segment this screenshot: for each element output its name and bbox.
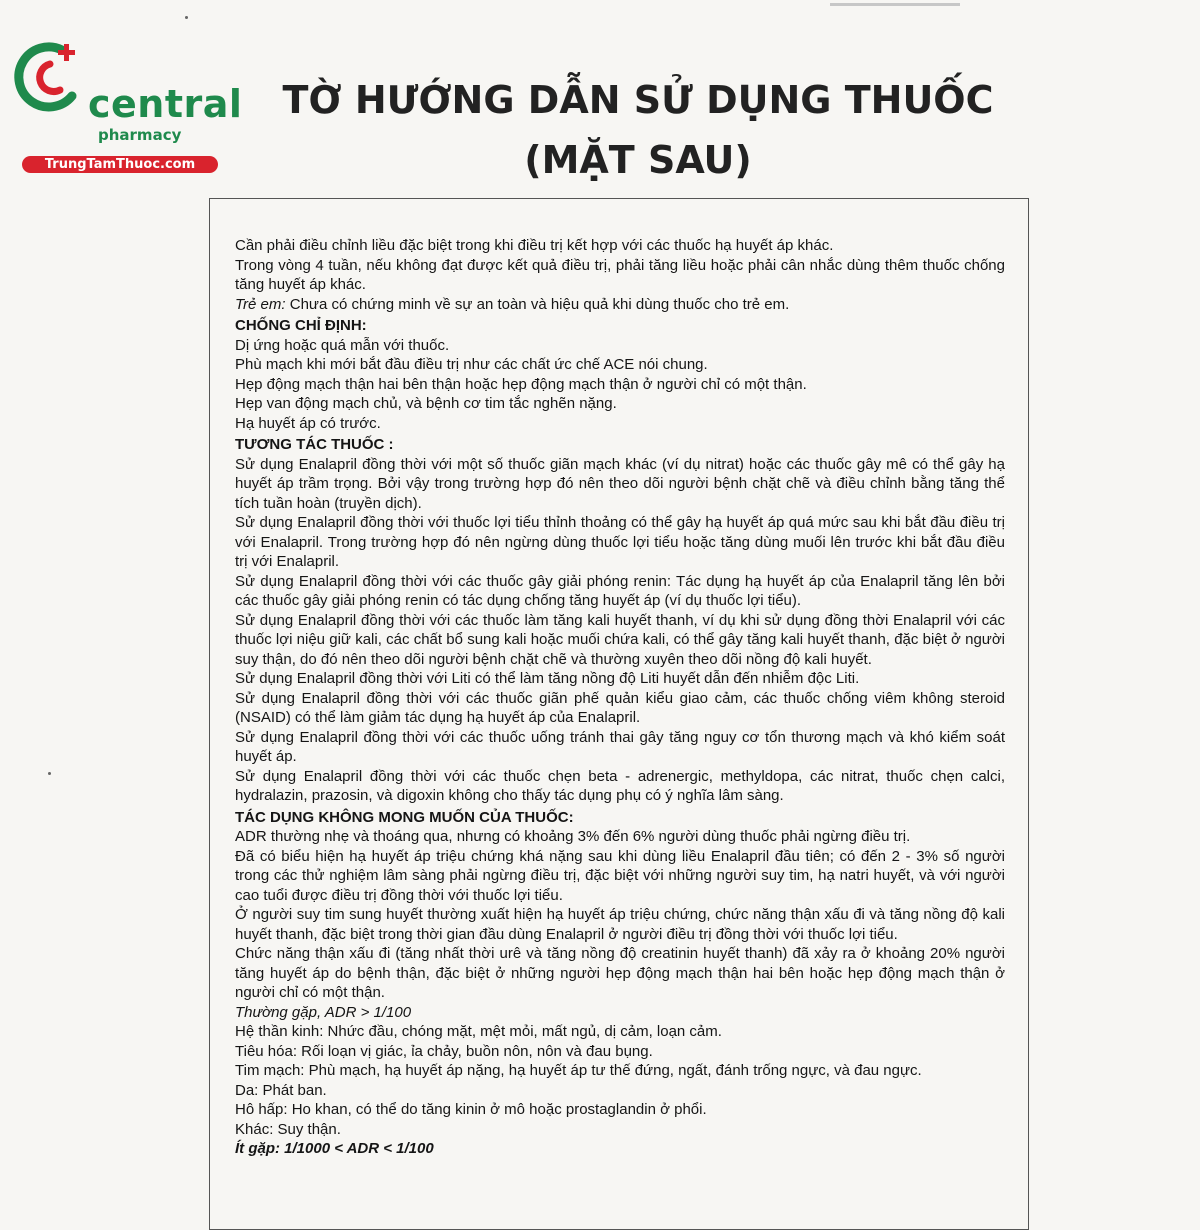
children-note <box>235 295 1005 315</box>
interaction-item: Sử dụng Enalapril đồng thời với các thuốc gây giải phóng renin: Tác dụng hạ huyết áp của Enalapril tăng lên bởi các thuốc gây giải phóng renin có tác dụng chống tăng huyết áp (ví dụ thuốc lợi tiểu). <box>235 572 1005 609</box>
intro-paragraph: Cần phải điều chỉnh liều đặc biệt trong khi điều trị kết hợp với các thuốc hạ huyết áp khác. <box>235 237 834 254</box>
adr-item: Chức năng thận xấu đi (tăng nhất thời urê và tăng nồng độ creatinin huyết thanh) đã xảy ra ở khoảng 20% người tăng huyết áp do bệnh thận, đặc biệt ở những người hẹp động mạch thận hai bên hoặc hẹp động mạch thận ở người chỉ có một thận. <box>235 945 1005 1001</box>
section-heading-contraindications: CHỐNG CHỈ ĐỊNH: <box>235 317 367 334</box>
adr-item: Ở người suy tim sung huyết thường xuất hiện hạ huyết áp triệu chứng, chức năng thận xấu đi và tăng nồng độ kali huyết thanh, đặc biệt trong thời gian đầu dùng Enalapril ở người điều trị đồng thời với thuốc lợi tiểu. <box>235 906 1005 943</box>
contra-item: Hẹp động mạch thận hai bên thận hoặc hẹp động mạch thận ở người chỉ có một thận. <box>235 375 807 393</box>
children-label: Trẻ em: <box>235 295 286 313</box>
interaction-item: Sử dụng Enalapril đồng thời với các thuốc làm tăng kali huyết thanh, ví dụ khi sử dụng đồng thời Enalapril với các thuốc lợi niệu giữ kali, các chất bổ sung kali hoặc muối chứa kali, có thể gây tăng kali huyết thanh, đặc biệt ở người suy thận, do đó nên theo dõi người bệnh chặt chẽ và thường xuyên theo dõi nồng độ kali huyết. <box>235 611 1005 668</box>
adr-item: Đã có biểu hiện hạ huyết áp triệu chứng khá nặng sau khi dùng liều Enalapril đầu tiên; có đến 2 - 3% số người trong các thử nghiệm lâm sàng phải ngừng điều trị, đặc biệt với những người suy tim, hạ natri huyết, và với người cao tuổi được điều trị đồng thời với thuốc lợi tiểu. <box>235 847 1005 904</box>
brand-subtitle: pharmacy <box>98 126 182 144</box>
common-adr-item: Tim mạch: Phù mạch, hạ huyết áp nặng, hạ huyết áp tư thế đứng, ngất, đánh trống ngực, và đau ngực. <box>235 1062 922 1079</box>
common-adr-item: Khác: Suy thận. <box>235 1120 341 1138</box>
contra-item: Phù mạch khi mới bắt đầu điều trị như các chất ức chế ACE nói chung. <box>235 356 708 373</box>
children-text: Chưa có chứng minh về sự an toàn và hiệu quả khi dùng thuốc cho trẻ em. <box>285 295 790 313</box>
common-adr-item: Hô hấp: Ho khan, có thể do tăng kinin ở mô hoặc prostaglandin ở phổi. <box>235 1101 707 1118</box>
intro-paragraph: Trong vòng 4 tuần, nếu không đạt được kết quả điều trị, phải tăng liều hoặc phải cân nhắc dùng thêm thuốc chống tăng huyết áp khác. <box>235 256 1005 293</box>
interaction-item: Sử dụng Enalapril đồng thời với các thuốc giãn phế quản kiểu giao cảm, các thuốc chống viêm không steroid (NSAID) có thể làm giảm tác dụng hạ huyết áp của Enalapril. <box>235 689 1005 726</box>
contra-item: Dị ứng hoặc quá mẫn với thuốc. <box>235 336 450 354</box>
leaflet-content <box>235 236 1005 1159</box>
common-adr-item: Hệ thần kinh: Nhức đầu, chóng mặt, mệt mỏi, mất ngủ, dị cảm, loạn cảm. <box>235 1023 722 1040</box>
brand-name: central <box>88 82 243 126</box>
scan-speck <box>48 772 51 775</box>
common-adr-item: Tiêu hóa: Rối loạn vị giác, ỉa chảy, buồn nôn, nôn và đau bụng. <box>235 1042 653 1060</box>
common-frequency-label: Thường gặp, ADR > 1/100 <box>235 1003 412 1021</box>
interaction-item: Sử dụng Enalapril đồng thời với thuốc lợi tiểu thỉnh thoảng có thể gây hạ huyết áp quá mức sau khi bắt đầu điều trị với Enalapril. Trong trường hợp đó nên ngừng dùng thuốc lợi tiểu hoặc tăng dùng muối lên trước khi bắt đầu điều trị với Enalapril. <box>235 514 1005 570</box>
interaction-item: Sử dụng Enalapril đồng thời với một số thuốc giãn mạch khác (ví dụ nitrat) hoặc các thuốc gây mê có thể gây hạ huyết áp trầm trọng. Bởi vậy trong trường hợp đó nên theo dõi người bệnh chặt chẽ và điều chỉnh bằng tăng thể tích tuần hoàn (truyền dịch). <box>235 455 1005 512</box>
adr-item: ADR thường nhẹ và thoáng qua, nhưng có khoảng 3% đến 6% người dùng thuốc phải ngừng điều trị. <box>235 828 911 845</box>
uncommon-frequency-label: Ít gặp: 1/1000 < ADR < 1/100 <box>235 1140 434 1157</box>
section-heading-interactions: TƯƠNG TÁC THUỐC : <box>235 436 394 453</box>
page-subtitle: (MẶT SAU) <box>524 138 752 182</box>
scan-mark <box>830 3 960 6</box>
common-adr-item: Da: Phát ban. <box>235 1081 327 1099</box>
scan-speck <box>185 16 188 19</box>
page-title: TỜ HƯỚNG DẪN SỬ DỤNG THUỐC <box>282 78 994 122</box>
section-heading-adverse-effects: TÁC DỤNG KHÔNG MONG MUỐN CỦA THUỐC: <box>235 808 574 826</box>
contra-item: Hẹp van động mạch chủ, và bệnh cơ tim tắc nghẽn nặng. <box>235 395 617 412</box>
interaction-item: Sử dụng Enalapril đồng thời với các thuốc chẹn beta - adrenergic, methyldopa, các nitrat, thuốc chẹn calci, hydralazin, prazosin, và digoxin không cho thấy tác dụng phụ có ý nghĩa lâm sàng. <box>235 767 1005 804</box>
contra-item: Hạ huyết áp có trước. <box>235 414 381 432</box>
interaction-item: Sử dụng Enalapril đồng thời với các thuốc uống tránh thai gây tăng nguy cơ tổn thương mạch và khó kiểm soát huyết áp. <box>235 728 1005 765</box>
interaction-item: Sử dụng Enalapril đồng thời với Liti có thể làm tăng nồng độ Liti huyết dẫn đến nhiễm độc Liti. <box>235 670 860 687</box>
brand-url-badge[interactable]: TrungTamThuoc.com <box>22 156 218 173</box>
